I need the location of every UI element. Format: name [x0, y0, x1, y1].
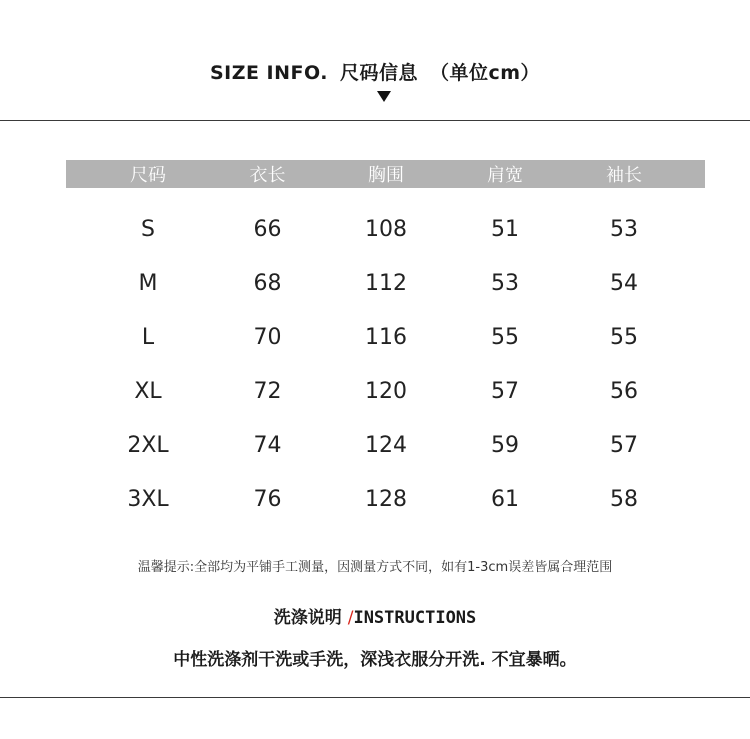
cell-sleeve: 55 [610, 324, 638, 350]
cell-shoulder: 55 [491, 324, 519, 350]
cell-length: 76 [253, 486, 282, 512]
cell-chest: 112 [365, 270, 407, 296]
size-table [66, 160, 705, 526]
cell-shoulder: 51 [491, 216, 519, 242]
table-row [66, 310, 705, 364]
table-row [66, 256, 705, 310]
bottom-divider [0, 697, 750, 698]
table-header [66, 160, 705, 188]
cell-shoulder: 57 [491, 378, 519, 404]
cell-length: 66 [253, 216, 282, 242]
table-row [66, 418, 705, 472]
down-triangle-icon [377, 91, 391, 102]
cell-sleeve: 58 [610, 486, 638, 512]
page-title [0, 58, 750, 85]
cell-shoulder: 61 [491, 486, 519, 512]
cell-sleeve: 56 [610, 378, 638, 404]
header-sleeve: 袖长 [606, 165, 642, 186]
cell-size: XL [134, 378, 162, 404]
table-row [66, 202, 705, 256]
cell-chest: 124 [365, 432, 407, 458]
cell-shoulder: 59 [491, 432, 519, 458]
instructions-slash: / [347, 608, 354, 628]
measurement-note: 温馨提示:全部均为平铺手工测量，因测量方式不同，如有1-3cm误差皆属合理范围 [137, 560, 613, 575]
header-size: 尺码 [130, 165, 166, 186]
cell-size: M [138, 270, 158, 296]
cell-size: L [141, 324, 155, 350]
top-divider [0, 120, 750, 121]
cell-sleeve: 57 [610, 432, 638, 458]
table-row [66, 472, 705, 526]
cell-sleeve: 54 [610, 270, 638, 296]
cell-length: 72 [253, 378, 282, 404]
title-en: SIZE INFO. [209, 62, 328, 84]
cell-chest: 120 [365, 378, 407, 404]
cell-size: 2XL [127, 432, 169, 458]
header-length: 衣长 [249, 165, 286, 186]
cell-size: 3XL [127, 486, 169, 512]
header-chest: 胸围 [368, 165, 404, 186]
washing-instructions: 中性洗涤剂干洗或手洗，深浅衣服分开洗. 不宜暴晒。 [173, 650, 577, 670]
cell-shoulder: 53 [491, 270, 519, 296]
cell-size: S [141, 216, 155, 242]
cell-length: 70 [253, 324, 282, 350]
cell-chest: 116 [365, 324, 407, 350]
header-shoulder: 肩宽 [487, 165, 523, 186]
instructions-title-en: INSTRUCTIONS [353, 608, 477, 628]
cell-length: 74 [253, 432, 282, 458]
title-unit: （单位cm） [429, 62, 541, 84]
instructions-title [0, 603, 750, 628]
cell-chest: 128 [365, 486, 407, 512]
cell-chest: 108 [365, 216, 407, 242]
cell-sleeve: 53 [610, 216, 638, 242]
instructions-title-cn: 洗涤说明 [273, 608, 342, 628]
title-cn: 尺码信息 [339, 62, 418, 84]
table-body [66, 188, 705, 526]
table-row [66, 364, 705, 418]
cell-length: 68 [253, 270, 282, 296]
